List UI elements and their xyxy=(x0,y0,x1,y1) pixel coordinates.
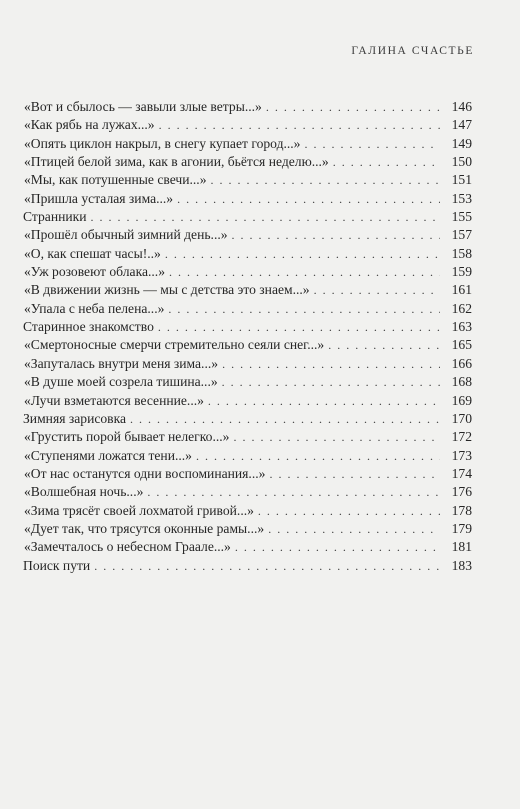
toc-entry-page-number: 153 xyxy=(451,190,472,206)
toc-dot-leader xyxy=(266,98,440,116)
toc-dot-leader xyxy=(328,336,440,354)
toc-entry xyxy=(22,392,472,410)
toc-dot-leader xyxy=(268,520,440,538)
toc-entry-title: «Прошёл обычный зимний день...» xyxy=(24,227,228,243)
toc-entry-title: Зимняя зарисовка xyxy=(23,410,127,426)
toc-entry-page-number: 183 xyxy=(451,557,472,573)
toc-dot-leader xyxy=(222,373,440,391)
toc-entry-page-number: 173 xyxy=(451,447,472,463)
toc-entry-page-number: 166 xyxy=(451,355,472,371)
toc-entry-page-number: 151 xyxy=(451,172,472,188)
toc-entry-title: «О, как спешат часы!..» xyxy=(24,245,161,261)
toc-entry-page-number: 149 xyxy=(451,135,472,151)
toc-dot-leader xyxy=(314,281,440,299)
toc-entry-title: «От нас останутся одни воспоминания...» xyxy=(24,465,266,481)
toc-entry xyxy=(22,116,472,134)
toc-dot-leader xyxy=(130,410,440,428)
toc-dot-leader xyxy=(169,263,440,281)
toc-entry xyxy=(22,226,472,244)
toc-entry-page-number: 174 xyxy=(451,465,472,481)
toc-entry-page-number: 169 xyxy=(451,392,472,408)
toc-entry-page-number: 178 xyxy=(451,502,472,518)
toc-entry-title: «Уж розовеют облака...» xyxy=(24,264,166,280)
toc-entry xyxy=(22,98,472,116)
toc-entry xyxy=(22,171,472,189)
toc-entry xyxy=(22,153,472,171)
toc-entry-title: «Опять циклон накрыл, в снегу купает город...» xyxy=(24,135,301,151)
toc-entry-title: «В движении жизнь — мы с детства это знаем...» xyxy=(24,282,310,298)
toc-entry xyxy=(22,318,472,336)
toc-dot-leader xyxy=(208,392,440,410)
toc-entry-title: «Упала с неба пелена...» xyxy=(24,300,165,316)
toc-entry xyxy=(22,373,472,391)
toc-entry-title: «Зима трясёт своей лохматой гривой...» xyxy=(24,502,254,518)
toc-entry xyxy=(22,465,472,483)
toc-entry-page-number: 159 xyxy=(451,264,472,280)
toc-dot-leader xyxy=(177,190,440,208)
toc-entry xyxy=(22,300,472,318)
toc-entry-page-number: 146 xyxy=(451,99,472,114)
toc-dot-leader xyxy=(222,355,440,373)
toc-dot-leader xyxy=(165,245,440,263)
toc-entry xyxy=(22,245,472,263)
toc-dot-leader xyxy=(94,557,440,575)
toc-entry-page-number: 157 xyxy=(451,227,472,243)
toc-dot-leader xyxy=(211,171,441,189)
toc-entry-title: Поиск пути xyxy=(23,557,91,573)
toc-entry xyxy=(22,355,472,373)
toc-entry-title: «Замечталось о небесном Граале...» xyxy=(24,539,231,555)
toc-entry-page-number: 161 xyxy=(451,282,472,298)
toc-dot-leader xyxy=(159,116,440,134)
toc-entry xyxy=(22,281,472,299)
toc-entry xyxy=(22,557,472,575)
toc-entry xyxy=(22,410,472,428)
toc-entry-page-number: 163 xyxy=(451,319,472,335)
toc-entry xyxy=(22,483,472,501)
toc-dot-leader xyxy=(233,428,440,446)
toc-entry-title: «Смертоносные смерчи стремительно сеяли снег...» xyxy=(24,337,325,353)
toc-entry-title: «Птицей белой зима, как в агонии, бьётся неделю...» xyxy=(24,154,329,170)
toc-entry-title: Старинное знакомство xyxy=(23,319,154,335)
toc-entry-page-number: 168 xyxy=(451,374,472,390)
toc-entry xyxy=(22,263,472,281)
toc-entry-title: «Как рябь на лужах...» xyxy=(24,117,155,133)
toc-entry xyxy=(22,520,472,538)
toc-entry-page-number: 162 xyxy=(451,300,472,316)
table-of-contents xyxy=(22,98,472,575)
toc-entry-page-number: 179 xyxy=(451,520,472,536)
toc-entry xyxy=(22,538,472,556)
toc-entry-page-number: 150 xyxy=(451,154,472,170)
toc-entry-title: «Ступенями ложатся тени...» xyxy=(24,447,192,463)
toc-dot-leader xyxy=(232,226,440,244)
toc-entry-title: Странники xyxy=(23,209,87,225)
toc-entry xyxy=(22,447,472,465)
toc-entry-title: «Запуталась внутри меня зима...» xyxy=(24,355,219,371)
toc-dot-leader xyxy=(91,208,440,226)
toc-entry-page-number: 170 xyxy=(451,410,472,426)
toc-entry xyxy=(22,336,472,354)
toc-dot-leader xyxy=(269,465,440,483)
running-header: ГАЛИНА СЧАСТЬЕ xyxy=(351,45,474,57)
toc-entry-page-number: 181 xyxy=(451,539,472,555)
toc-dot-leader xyxy=(235,538,440,556)
toc-entry xyxy=(22,208,472,226)
toc-entry-page-number: 165 xyxy=(451,337,472,353)
toc-entry-page-number: 172 xyxy=(451,429,472,445)
toc-entry-page-number: 176 xyxy=(451,484,472,500)
toc-entry-title: «В душе моей созрела тишина...» xyxy=(24,374,218,390)
toc-dot-leader xyxy=(258,502,440,520)
toc-dot-leader xyxy=(196,447,440,465)
toc-entry-page-number: 147 xyxy=(451,117,472,133)
toc-entry-title: «Мы, как потушенные свечи...» xyxy=(24,172,207,188)
toc-entry-page-number: 155 xyxy=(451,209,472,225)
toc-entry-title: «Вот и сбылось — завыли злые ветры...» xyxy=(24,99,262,114)
toc-dot-leader xyxy=(168,300,440,318)
toc-dot-leader xyxy=(304,135,440,153)
toc-entry xyxy=(22,135,472,153)
toc-entry-title: «Грустить порой бывает нелегко...» xyxy=(24,429,230,445)
toc-entry-title: «Пришла усталая зима...» xyxy=(24,190,174,206)
toc-entry xyxy=(22,190,472,208)
toc-dot-leader xyxy=(158,318,440,336)
toc-entry-title: «Лучи взметаются весенние...» xyxy=(24,392,204,408)
toc-entry xyxy=(22,428,472,446)
toc-entry xyxy=(22,502,472,520)
toc-dot-leader xyxy=(147,483,440,501)
toc-dot-leader xyxy=(333,153,440,171)
toc-entry-title: «Волшебная ночь...» xyxy=(24,484,144,500)
toc-entry-page-number: 158 xyxy=(451,245,472,261)
toc-entry-title: «Дует так, что трясутся оконные рамы...» xyxy=(24,520,265,536)
